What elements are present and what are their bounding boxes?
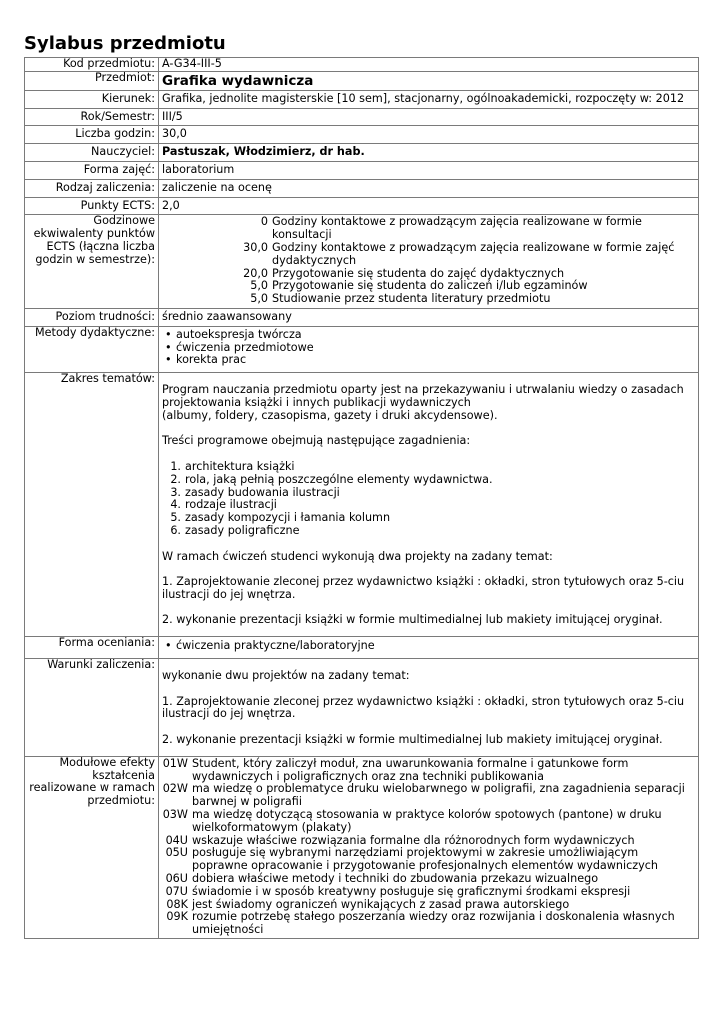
warunki-project-1: 1. Zaprojektowanie zleconej przez wydawnictwo książki : okładki, stron tytułowych oraz 5-ciu ilustracji do jej wnętrza. [162,694,685,721]
value-godziny: 30,0 [159,126,699,144]
row-ects [25,197,699,215]
row-kod [25,58,699,72]
value-forma-oceniania [159,637,699,659]
row-zakres [25,373,699,637]
effect-item: 01W Student, który zaliczył moduł, zna uwarunkowania formalne i gatunkowe form wydawniczych i poligraficznych oraz zna techniki publikowania [162,756,629,783]
value-ects: 2,0 [159,197,699,215]
ects-row: 20,0 Przygotowanie się studenta do zajęć dydaktycznych [243,266,565,280]
effect-item: 06U dobiera właściwe metody i techniki do zbudowania przekazu wizualnego [165,872,599,886]
effect-item: 09K rozumie potrzebę stałego poszerzania wiedzy oraz rozwijania i doskonalenia własnych umiejętności [166,910,675,937]
row-nauczyciel [25,144,699,162]
label-forma-oceniania: Forma oceniania: [25,637,159,659]
ects-row: 30,0 Godziny kontaktowe z prowadzącym zajęcia realizowane w formie zajęć dydaktycznych [243,240,675,267]
list-item: 3. zasady budowania ilustracji [170,485,340,499]
list-item: 5. zasady kompozycji i łamania kolumn [170,511,391,525]
row-kierunek [25,90,699,108]
label-metody: Metody dydaktyczne: [25,326,159,372]
list-item: • ćwiczenia przedmiotowe [162,342,695,355]
row-forma [25,161,699,179]
label-ects-breakdown: Godzinowe ekwiwalenty punktów ECTS (łączna liczba godzin w semestrze): [25,215,159,309]
effect-item: 03W ma wiedzę dotyczącą stosowania w praktyce kolorów spotowych (pantone) w druku wielkoformatowym (plakaty) [162,808,662,834]
list-item: 1. architektura książki [170,459,295,473]
row-ects-breakdown [25,215,699,309]
value-nauczyciel: Pastuszak, Włodzimierz, dr hab. [159,144,699,162]
row-poziom [25,308,699,326]
value-zakres [159,373,699,637]
row-metody [25,326,699,372]
label-kierunek: Kierunek: [25,90,159,108]
value-kierunek: Grafika, jednolite magisterskie [10 sem], stacjonarny, ogólnoakademicki, rozpoczęty w: 2012 [159,90,699,108]
value-warunki [159,659,699,757]
effect-item: 05U posługuje się wybranymi narzędziami projektowymi w zakresie umożliwiającym poprawne opracowanie i przygotowanie profesjonalnych elementów wydawniczych [165,846,659,873]
page-title: Sylabus przedmiotu [24,33,226,54]
row-warunki [25,659,699,757]
effect-item: 02W ma wiedzę o problematyce druku wielobarwnego w poligrafii, zna zagadnienia separacji barwnej w poligrafii [162,782,685,809]
value-ects-breakdown [159,215,699,309]
row-zaliczenie [25,179,699,197]
zakres-intro: Program nauczania przedmiotu oparty jest na przekazywaniu i utrwalaniu wiedzy o zasadach projektowania książki i innych publikacji wydawniczych [162,383,684,409]
list-item: • korekta prac [162,354,695,367]
list-item: • autoekspresja twórcza [162,329,695,342]
value-poziom: średnio zaawansowany [159,308,699,326]
effect-item: 07U świadomie i w sposób kreatywny posługuje się graficznymi środkami ekspresji [165,884,631,898]
label-kod: Kod przedmiotu: [25,58,159,72]
list-item: 6. zasady poligraficzne [170,523,300,537]
value-metody [159,326,699,372]
topics-list [162,461,695,538]
value-przedmiot: Grafika wydawnicza [159,71,699,90]
warunki-project-2: 2. wykonanie prezentacji książki w formie multimedialnej lub makiety imitującej oryginał. [162,733,663,747]
label-rok: Rok/Semestr: [25,108,159,126]
label-forma: Forma zajęć: [25,161,159,179]
row-przedmiot [25,71,699,90]
row-godziny [25,126,699,144]
row-rok [25,108,699,126]
ects-row: 0 Godziny kontaktowe z prowadzącym zajęcia realizowane w formie konsultacji [260,215,642,242]
label-zaliczenie: Rodzaj zaliczenia: [25,179,159,197]
warunki-intro: wykonanie dwu projektów na zadany temat: [162,669,410,683]
effect-item: 08K jest świadomy ograniczeń wynikających z zasad prawa autorskiego [166,897,570,911]
zakres-topics-heading: Treści programowe obejmują następujące zagadnienia: [162,434,471,448]
syllabus-table [24,57,699,939]
row-efekty [25,756,699,938]
zakres-intro-2: (albumy, foldery, czasopisma, gazety i druki akcydensowe). [162,408,498,422]
value-rok: III/5 [159,108,699,126]
value-forma: laboratorium [159,161,699,179]
label-efekty: Modułowe efekty kształcenia realizowane w ramach przedmiotu: [25,756,159,938]
label-ects: Punkty ECTS: [25,197,159,215]
value-efekty [159,756,699,938]
label-poziom: Poziom trudności: [25,308,159,326]
row-forma-oceniania [25,637,699,659]
list-item: • ćwiczenia praktyczne/laboratoryjne [162,640,695,653]
list-item: 2. rola, jaką pełnią poszczególne elementy wydawnictwa. [170,472,493,486]
ects-row: 5,0 Przygotowanie się studenta do zaliczeń i/lub egzaminów [250,279,588,293]
value-kod: A-G34-III-5 [159,58,699,72]
zakres-projects-intro: W ramach ćwiczeń studenci wykonują dwa projekty na zadany temat: [162,549,553,563]
label-nauczyciel: Nauczyciel: [25,144,159,162]
metody-list [162,329,695,367]
label-zakres: Zakres tematów: [25,373,159,637]
label-przedmiot: Przedmiot: [25,71,159,90]
zakres-project-1: 1. Zaprojektowanie zleconej przez wydawnictwo książki : okładki, stron tytułowych oraz 5-ciu ilustracji do jej wnętrza. [162,575,685,601]
effect-item: 04U wskazuje właściwe rozwiązania formalne dla różnorodnych form wydawniczych [165,833,635,847]
ects-row: 5,0 Studiowanie przez studenta literatury przedmiotu [250,292,551,306]
label-warunki: Warunki zaliczenia: [25,659,159,757]
list-item: 4. rodzaje ilustracji [170,498,277,512]
zakres-project-2: 2. wykonanie prezentacji książki w formie multimedialnej lub makiety imitującej oryginał. [162,613,663,627]
forma-oceniania-list [162,640,695,653]
label-godziny: Liczba godzin: [25,126,159,144]
value-zaliczenie: zaliczenie na ocenę [159,179,699,197]
